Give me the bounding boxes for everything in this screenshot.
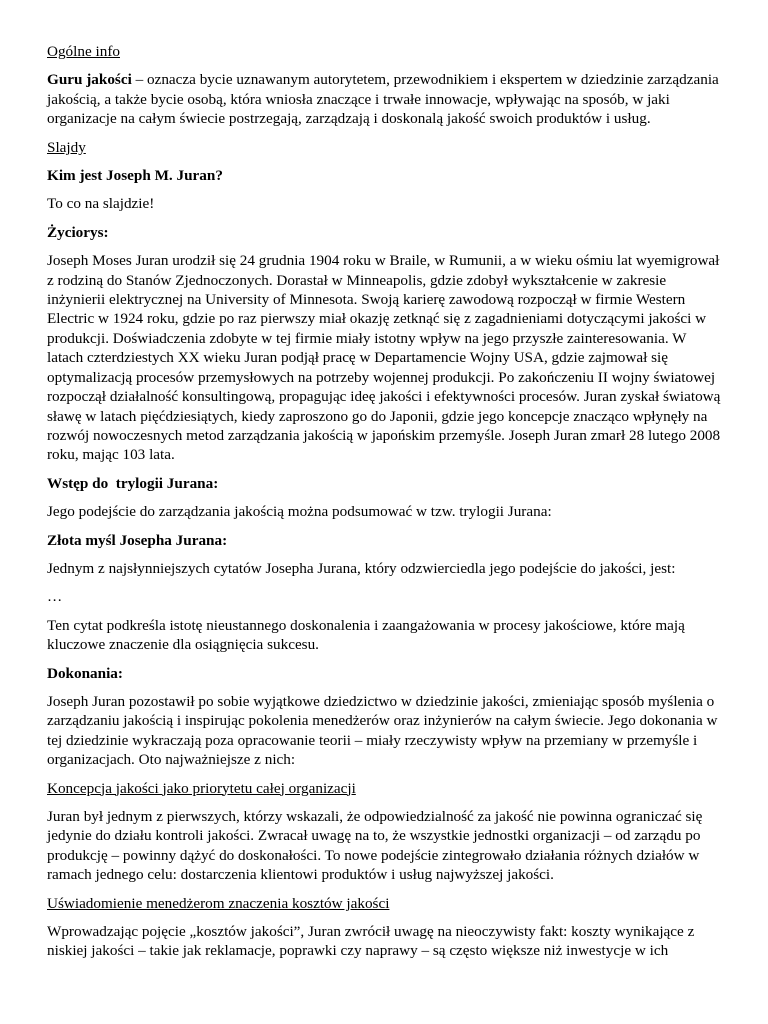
- trilogy-paragraph: Jego podejście do zarządzania jakością można podsumować w tzw. trylogii Jurana:: [47, 503, 552, 521]
- guru-definition-text: – oznacza bycie uznawanym autorytetem, przewodnikiem i ekspertem w dziedzinie zarządzania jakością, a także bycie osobą, która wniosła znaczące i trwałe innowacje, wpływając na sposób, w jaki organizacje na całym świecie postrzegają, zarządzają i doskonalą jakość swoich produktów i usług.: [47, 71, 719, 128]
- concept-paragraph: Juran był jednym z pierwszych, którzy wskazali, że odpowiedzialność za jakość nie powinna ograniczać się jedynie do działu kontroli jakości. Zwracał uwagę na to, że wszystkie jednostki organizacji – od zarządu po produkcję – powinny dążyć do doskonałości. To nowe podejście zintegrowało działania różnych działów w ramach jednego celu: dostarczenia klientowi produktów i usług najwyższej jakości.: [47, 808, 703, 884]
- section-heading-general: Ogólne info: [47, 43, 120, 60]
- thought-heading: Złota myśl Josepha Jurana:: [47, 531, 228, 549]
- who-text: To co na slajdzie!: [47, 195, 155, 213]
- trilogy-heading: Wstęp do trylogii Jurana:: [47, 474, 219, 492]
- quote-comment-paragraph: Ten cytat podkreśla istotę nieustannego doskonalenia i zaangażowania w procesy jakościowe, które mają kluczowe znaczenie dla osiągnięcia sukcesu.: [47, 616, 685, 654]
- section-heading-slides: Slajdy: [47, 138, 86, 156]
- who-heading: Kim jest Joseph M. Juran?: [47, 167, 223, 185]
- achievements-heading: Dokonania:: [47, 664, 123, 682]
- guru-definition-paragraph: [47, 70, 722, 128]
- thought-paragraph: Jednym z najsłynniejszych cytatów Josepha Jurana, który odzwierciedla jego podejście do jakości, jest:: [47, 559, 676, 577]
- quote-ellipsis: …: [47, 588, 63, 606]
- bio-paragraph: Joseph Moses Juran urodził się 24 grudnia 1904 roku w Braile, w Rumunii, a w wieku ośmiu lat wyemigrował z rodziną do Stanów Zjednoczonych. Dorastał w Minneapolis, gdzie zdobył wykształcenie w zakresie inżynierii elektrycznej na University of Minnesota. Swoją karierę zawodową rozpoczął w firmie Western Electric w 1924 roku, gdzie po raz pierwszy miał okazję zetknąć się z zagadnieniami dotyczącymi jakości w produkcji. Doświadczenia zdobyte w tej firmie miały istotny wpływ na jego przyszłe zainteresowania. W latach czterdziestych XX wieku Juran podjął pracę w Departamencie Wojny USA, gdzie zajmował się optymalizacją procesów przemysłowych na potrzeby wojennej produkcji. Po zakończeniu II wojny światowej rozpoczął działalność konsultingową, propagując ideę jakości i efektywności procesów. Juran zyskał światową sławę w latach pięćdziesiątych, kiedy zaproszono go do Japonii, gdzie jego koncepcje znacząco wpłynęły na rozwój nowoczesnych metod zarządzania jakością w japońskim przemyśle. Joseph Juran zmarł 28 lutego 2008 roku, mając 103 lata.: [47, 252, 721, 464]
- costs-paragraph: Wprowadzając pojęcie „kosztów jakości”, Juran zwrócił uwagę na nieoczywisty fakt: koszty wynikające z niskiej jakości – takie jak reklamacje, poprawki czy naprawy – są często większe niż inwestycje w ich: [47, 923, 695, 960]
- achievements-paragraph: Joseph Juran pozostawił po sobie wyjątkowe dziedzictwo w dziedzinie jakości, zmieniając sposób myślenia o zarządzaniu jakością i inspirując pokolenia menedżerów oraz inżynierów na całym świecie. Jego dokonania w tej dziedzinie wykraczają poza opracowanie teorii – miały rzeczywisty wpływ na przemiany w przemyśle i organizacjach. Oto najważniejsze z nich:: [47, 692, 718, 769]
- guru-term: Guru jakości: [47, 71, 132, 89]
- bio-heading: Życiorys:: [47, 223, 109, 241]
- concept-heading: Koncepcja jakości jako priorytetu całej organizacji: [47, 779, 356, 797]
- costs-heading: Uświadomienie menedżerom znaczenia kosztów jakości: [47, 894, 390, 912]
